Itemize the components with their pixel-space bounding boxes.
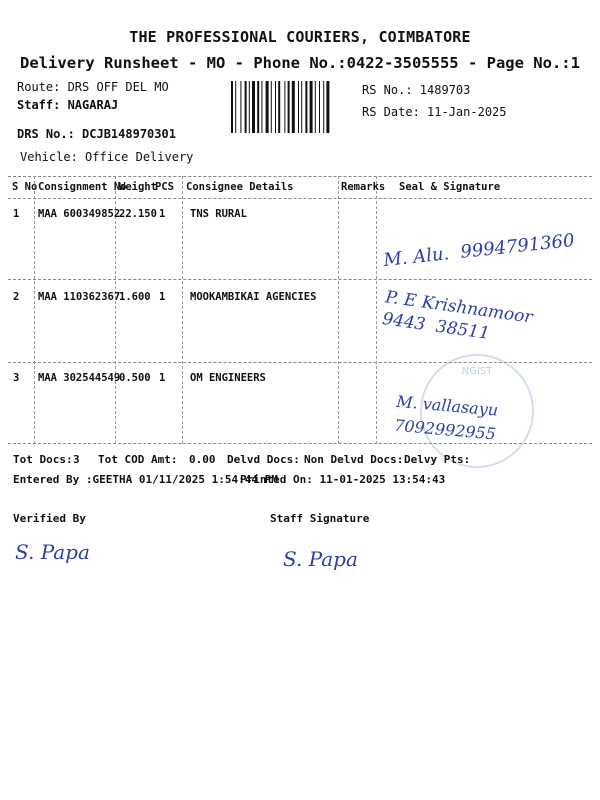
row1-signature: M. Alu. 9994791360 [382,230,576,271]
verified-by-label: Verified By [13,512,86,525]
tot-docs-label: Tot Docs: [13,453,73,466]
row3-consignee: OM ENGINEERS [190,372,266,384]
header-remarks: Remarks [341,181,386,193]
barcode-image [230,81,355,133]
header-weight: Weight [119,181,157,193]
staff-label: Staff: NAGARAJ [17,98,119,112]
rs-date: RS Date: 11-Jan-2025 [362,105,507,119]
row1-pcs: 1 [159,208,166,220]
delvy-pts-label: Delvy Pts: [404,453,471,466]
runsheet-title: Delivery Runsheet - MO - Phone No.:0422-3505555 - Page No.:1 [20,54,580,72]
header-seal-signature: Seal & Signature [399,181,501,193]
vehicle-label: Vehicle: Office Delivery [20,150,194,164]
delvd-docs-label: Delvd Docs: [227,453,300,466]
entered-by: Entered By :GEETHA 01/11/2025 1:54:44 PM [13,473,278,486]
row3-sno: 3 [13,372,20,384]
row3-consignment: MAA 302544549 [38,372,121,384]
header-pcs: PCS [155,181,174,193]
staff-signature-handwritten: S. Papa [283,547,358,571]
row1-consignee: TNS RURAL [190,208,247,220]
row2-pcs: 1 [159,291,166,303]
stamp-text: NGIST [461,366,493,377]
tot-docs-value: 3 [73,453,80,466]
header-consignee: Consignee Details [186,181,294,193]
tot-cod-label: Tot COD Amt: [98,453,178,466]
route-label: Route: DRS OFF DEL MO [17,80,169,94]
header-consignment: Consignment No [38,181,127,193]
header-sno: S No [12,181,38,193]
verified-by-signature: S. Papa [15,540,90,564]
staff-signature-label: Staff Signature [270,512,370,525]
row3-pcs: 1 [159,372,166,384]
tot-cod-value: 0.00 [189,453,216,466]
drs-number: DRS No.: DCJB148970301 [17,127,176,141]
row3-weight: 0.500 [119,372,151,384]
row3-signature: M. vallasayu 7092992955 [393,391,510,444]
non-delvd-docs-label: Non Delvd Docs: [304,453,404,466]
company-name: THE PROFESSIONAL COURIERS, COIMBATORE [129,28,471,46]
row1-weight: 22.150 [119,208,157,220]
row2-consignee: MOOKAMBIKAI AGENCIES [190,291,317,303]
row1-sno: 1 [13,208,20,220]
row2-signature: P. E Krishnamoor 9443 38511 [381,287,545,344]
row1-consignment: MAA 600349852 [38,208,121,220]
rs-number: RS No.: 1489703 [362,83,471,97]
row2-consignment: MAA 110362367 [38,291,121,303]
row2-weight: 1.600 [119,291,151,303]
printed-on: Printed On: 11-01-2025 13:54:43 [240,473,446,486]
row2-sno: 2 [13,291,20,303]
